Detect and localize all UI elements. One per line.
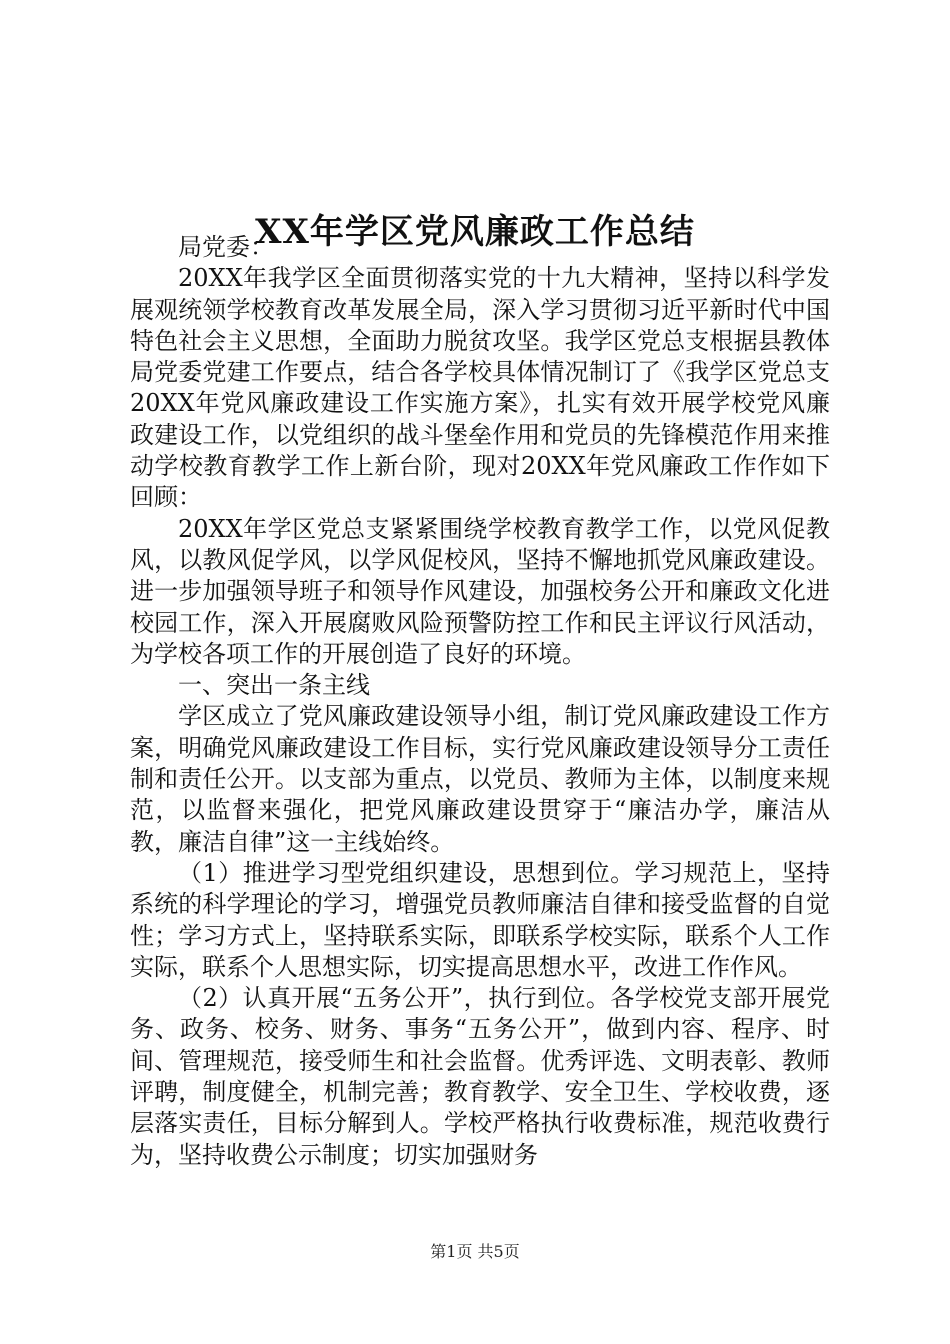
document-title: XX年学区党风廉政工作总结: [255, 211, 695, 252]
paragraph-intro: 20XX年我学区全面贯彻落实党的十九大精神，坚持以科学发展观统领学校教育改革发展全局，深入学习贯彻习近平新时代中国特色社会主义思想，全面助力脱贫攻坚。我学区党总支根据县教体局党委党建工作要点，结合各学校具体情况制订了《我学区党总支20XX年党风廉政建设工作实施方案》，扎实有效开展学校党风廉政建设工作，以党组织的战斗堡垒作用和党员的先锋模范作用来推动学校教育教学工作上新台阶，现对20XX年党风廉政工作作如下回顾：: [130, 264, 830, 512]
paragraph-main-line: 学区成立了党风廉政建设领导小组，制订党风廉政建设工作方案，明确党风廉政建设工作目标，实行党风廉政建设领导分工责任制和责任公开。以支部为重点，以党员、教师为主体，以制度来规范，以监督来强化，把党风廉政建设贯穿于“廉洁办学，廉洁从教，廉洁自律”这一主线始终。: [130, 702, 830, 856]
paragraph-overview: 20XX年学区党总支紧紧围绕学校教育教学工作，以党风促教风，以教风促学风，以学风促校风，坚持不懈地抓党风廉政建设。进一步加强领导班子和领导作风建设，加强校务公开和廉政文化进校园工作，深入开展腐败风险预警防控工作和民主评议行风活动，为学校各项工作的开展创造了良好的环境。: [130, 514, 830, 668]
paragraph-item-1: （1）推进学习型党组织建设，思想到位。学习规范上，坚持系统的科学理论的学习，增强党员教师廉洁自律和接受监督的自觉性；学习方式上，坚持联系实际，即联系学校实际，联系个人工作实际，联系个人思想实际，切实提高思想水平，改进工作作风。: [130, 858, 830, 981]
document-body: [130, 232, 830, 1171]
paragraph-item-2: （2）认真开展“五务公开”，执行到位。各学校党支部开展党务、政务、校务、财务、事务“五务公开”，做到内容、程序、时间、管理规范，接受师生和社会监督。优秀评选、文明表彰、教师评聘，制度健全，机制完善；教育教学、安全卫生、学校收费，逐层落实责任，目标分解到人。学校严格执行收费标准，规范收费行为，坚持收费公示制度；切实加强财务: [130, 984, 830, 1169]
section-heading-1: 一、突出一条主线: [178, 671, 370, 700]
salutation: 局党委：: [178, 233, 274, 261]
page-number-footer: 第1页 共5页: [430, 1242, 520, 1261]
